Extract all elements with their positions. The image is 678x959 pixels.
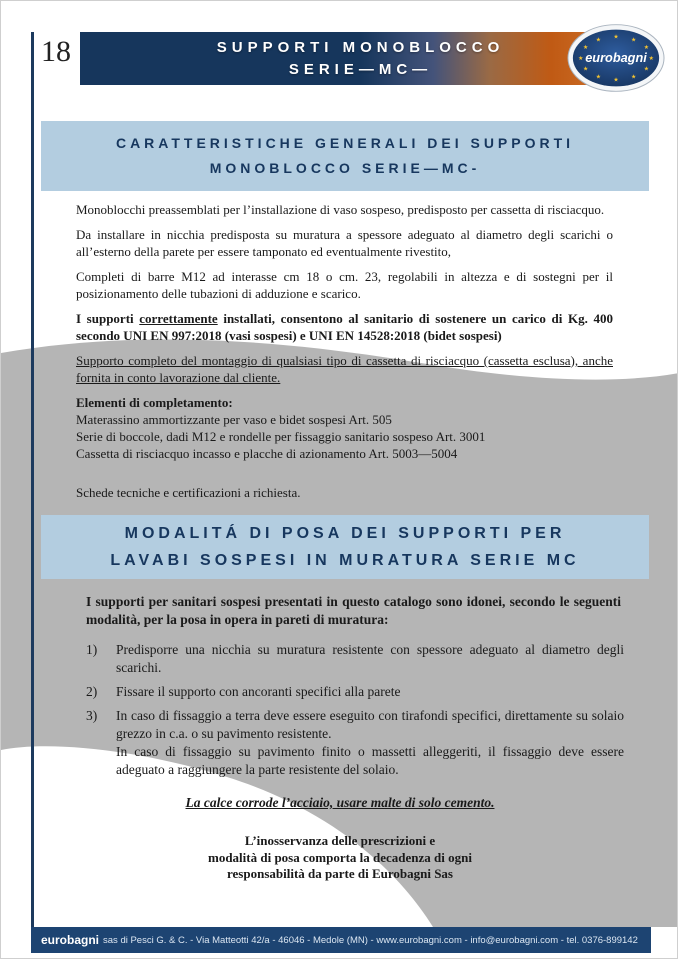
installation-steps [86,641,624,779]
step-text-part2: In caso di fissaggio su pavimento finito o massetti alleggeriti, il fissaggio deve essere adeguato a raggiungere la parte resistente del solaio. [116,744,624,777]
step-row [86,707,624,779]
completion-elements [76,394,613,462]
page-content [1,1,678,883]
mortar-warning [1,795,678,811]
disclaimer-line: L’inosservanza delle prescrizioni e [244,833,436,848]
step-row [86,641,624,677]
svg-text:★: ★ [613,77,619,84]
svg-text:★: ★ [578,55,584,62]
step-row [86,683,624,701]
svg-text:★: ★ [595,74,602,81]
left-margin-rule [31,32,34,953]
step-number: 2) [86,684,98,699]
section-heading-line1: MODALITÁ DI POSA DEI SUPPORTI PER [124,524,566,542]
section-heading-line2: MONOBLOCCO SERIE—MC- [209,160,481,176]
eurobagni-logo [567,23,665,93]
svg-text:★: ★ [613,34,619,41]
general-description [76,201,613,501]
step-number: 3) [86,708,98,723]
body-paragraph: Da installare in nicchia predisposta su muratura a spessore adeguato al diametro degli scarichi o all’esterno della parete per essere tamponato ed eventualmente rivestito, [76,227,613,259]
step-number: 1) [86,642,98,657]
body-paragraph: Monoblocchi preassemblati per l’installazione di vaso sospeso, predisposto per cassetta di risciacquo. [76,202,605,217]
svg-text:★: ★ [643,66,650,73]
cassetta-paragraph: Supporto completo del montaggio di qualsiasi tipo di cassetta di risciacquo (cassetta esclusa), anche fornita in conto lavorazione dal cliente. [76,353,613,385]
list-item: Cassetta di risciacquo incasso e placche di azionamento Art. 5003—5004 [76,446,458,461]
section-heading-line2: LAVABI SOSPESI IN MURATURA SERIE MC [110,552,580,569]
header-title-line1: SUPPORTI MONOBLOCCO [216,38,505,56]
list-item: Materassino ammortizzante per vaso e bidet sospesi Art. 505 [76,412,392,427]
mortar-warning-text: La calce corrode l’acciaio, usare malte di solo cemento. [185,795,495,810]
svg-text:★: ★ [595,37,602,44]
eurobagni-logo-graphic [567,23,665,93]
section-banner-caratteristiche [41,121,649,191]
footer-brand: eurobagni [41,933,100,947]
load-capacity-underlined: correttamente [139,311,218,326]
load-capacity-paragraph [76,310,613,344]
svg-text:★: ★ [643,45,650,52]
installation-intro: I supporti per sanitari sospesi presentati in questo catalogo sono idonei, secondo le seguenti modalità, per la posa in opera in pareti di muratura: [86,594,621,627]
step-text: Predisporre una nicchia su muratura resistente con spessore adeguato al diametro degli scarichi. [116,642,624,675]
load-capacity-prefix: I supporti [76,311,140,326]
step-text [116,707,624,779]
elements-title: Elementi di completamento: [76,395,233,410]
svg-text:★: ★ [630,74,637,81]
page-number: 18 [41,35,71,68]
step-text-part1: In caso di fissaggio a terra deve essere eseguito con tirafondi specifici, direttamente su solaio grezzo in c.a. o su pavimento resistente. [116,708,624,741]
list-item: Serie di boccole, dadi M12 e rondelle per fissaggio sanitario sospeso Art. 3001 [76,429,486,444]
svg-text:★: ★ [648,55,654,62]
section-banner-modalita [41,515,649,579]
disclaimer-line: modalità di posa comporta la decadenza di ogni [208,849,472,865]
svg-text:★: ★ [630,37,637,44]
svg-text:★: ★ [582,45,589,52]
liability-disclaimer [1,833,678,883]
footer-bar [31,927,651,953]
logo-wordmark: eurobagni [585,49,647,65]
header-title-line2: SERIE—MC— [288,60,433,78]
disclaimer-line: responsabilità da parte di Eurobagni Sas [227,866,453,881]
technical-sheets-note: Schede tecniche e certificazioni a richiesta. [76,485,301,500]
step-text: Fissare il supporto con ancoranti specifici alla parete [116,684,401,699]
header-bar [80,32,641,85]
section-heading-line1: CARATTERISTICHE GENERALI DEI SUPPORTI [115,134,575,151]
body-paragraph: Completi di barre M12 ad interasse cm 18 o cm. 23, regolabili in altezza e di sostegni per il posizionamento delle tubazioni di adduzione e scarico. [76,269,613,301]
svg-text:★: ★ [582,66,589,73]
load-capacity-rest: installati, consentono al sanitario di sostenere un carico di Kg. 400 secondo UNI EN 997:2018 (vasi sospesi) e UNI EN 14528:2018 (bidet sospesi) [76,311,613,343]
footer-contact-info: sas di Pesci G. & C. - Via Matteotti 42/a - 46046 - Medole (MN) - www.eurobagni.com - info@eurobagni.com - tel. 0376-899142 [103,934,638,946]
